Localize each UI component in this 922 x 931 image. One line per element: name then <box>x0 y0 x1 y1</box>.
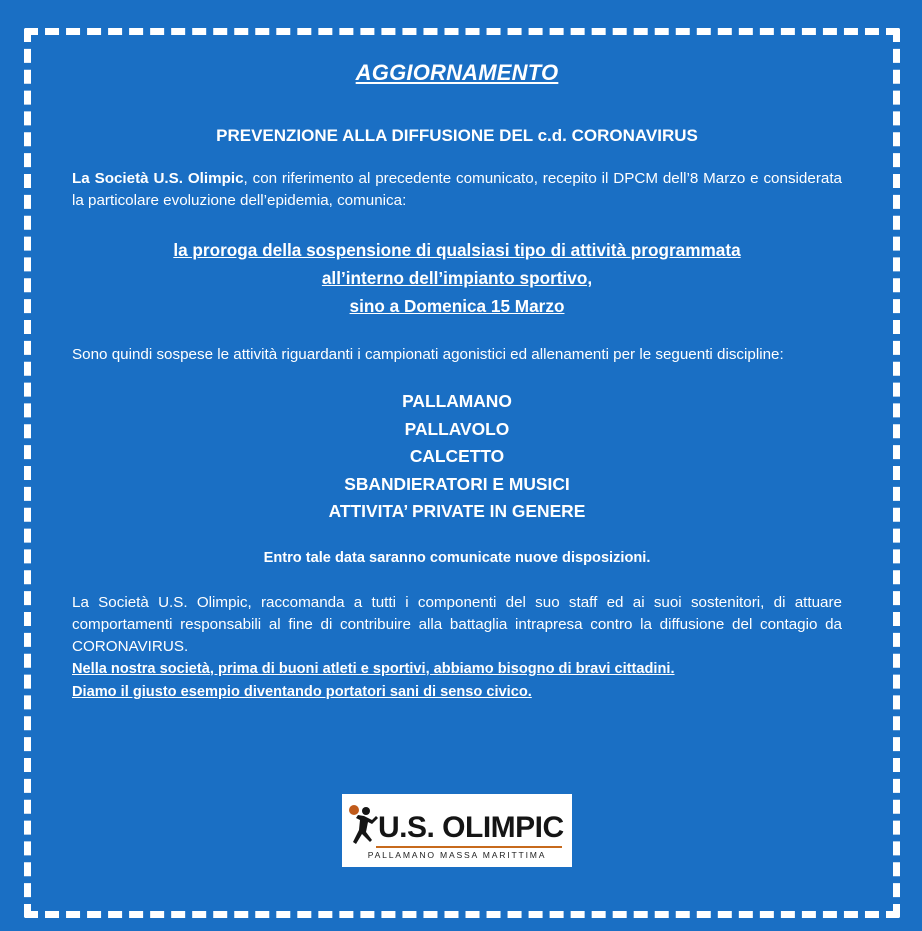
highlight-line-2: all’interno dell’impianto sportivo, <box>321 268 593 288</box>
us-olimpic-logo <box>342 794 572 867</box>
announcement-title: AGGIORNAMENTO <box>355 60 559 85</box>
discipline-item: ATTIVITA’ PRIVATE IN GENERE <box>328 501 586 521</box>
intro-text: , con riferimento al precedente comunicato, recepito il DPCM dell’8 Marzo e considerata la particolare evoluzione dell’epidemia, comunica: <box>72 170 842 209</box>
intro-org-name: La Società U.S. Olimpic <box>72 170 244 187</box>
notice-text: Entro tale data saranno comunicate nuove disposizioni. <box>263 549 651 566</box>
highlight-line-3: sino a Domenica 15 Marzo <box>349 296 565 316</box>
discipline-item: CALCETTO <box>409 446 505 466</box>
disciplines-list <box>72 388 842 526</box>
announcement-content <box>72 60 842 704</box>
discipline-item: PALLAVOLO <box>404 418 510 439</box>
recommendation-paragraph: La Società U.S. Olimpic, raccomanda a tutti i componenti del suo staff ed ai suoi sostenitori, di attuare comportamenti responsabili al fine di contribuire alla battaglia intrapresa contro la diffusione del contagio da CORONAVIRUS. <box>72 593 842 655</box>
suspended-paragraph: Sono quindi sospese le attività riguardanti i campionati agonistici ed allenamenti per le seguenti discipline: <box>72 346 784 363</box>
logo-tagline: PALLAMANO MASSA MARITTIMA <box>367 850 547 860</box>
closing-line-1: Nella nostra società, prima di buoni atleti e sportivi, abbiamo bisogno di bravi cittadini. <box>72 660 675 677</box>
announcement-subtitle: PREVENZIONE ALLA DIFFUSIONE DEL c.d. CORONAVIRUS <box>216 126 698 145</box>
suspension-highlight <box>72 236 842 320</box>
logo-brand: U.S. OLIMPIC <box>378 811 564 844</box>
closing-line-2: Diamo il giusto esempio diventando portatori sani di senso civico. <box>72 683 532 700</box>
logo-divider <box>376 846 562 848</box>
highlight-line-1: la proroga della sospensione di qualsiasi tipo di attività programmata <box>173 240 741 260</box>
handball-player-icon <box>346 802 380 850</box>
discipline-item: PALLAMANO <box>402 391 512 411</box>
discipline-item: SBANDIERATORI E MUSICI <box>344 473 570 494</box>
intro-paragraph <box>72 168 842 212</box>
